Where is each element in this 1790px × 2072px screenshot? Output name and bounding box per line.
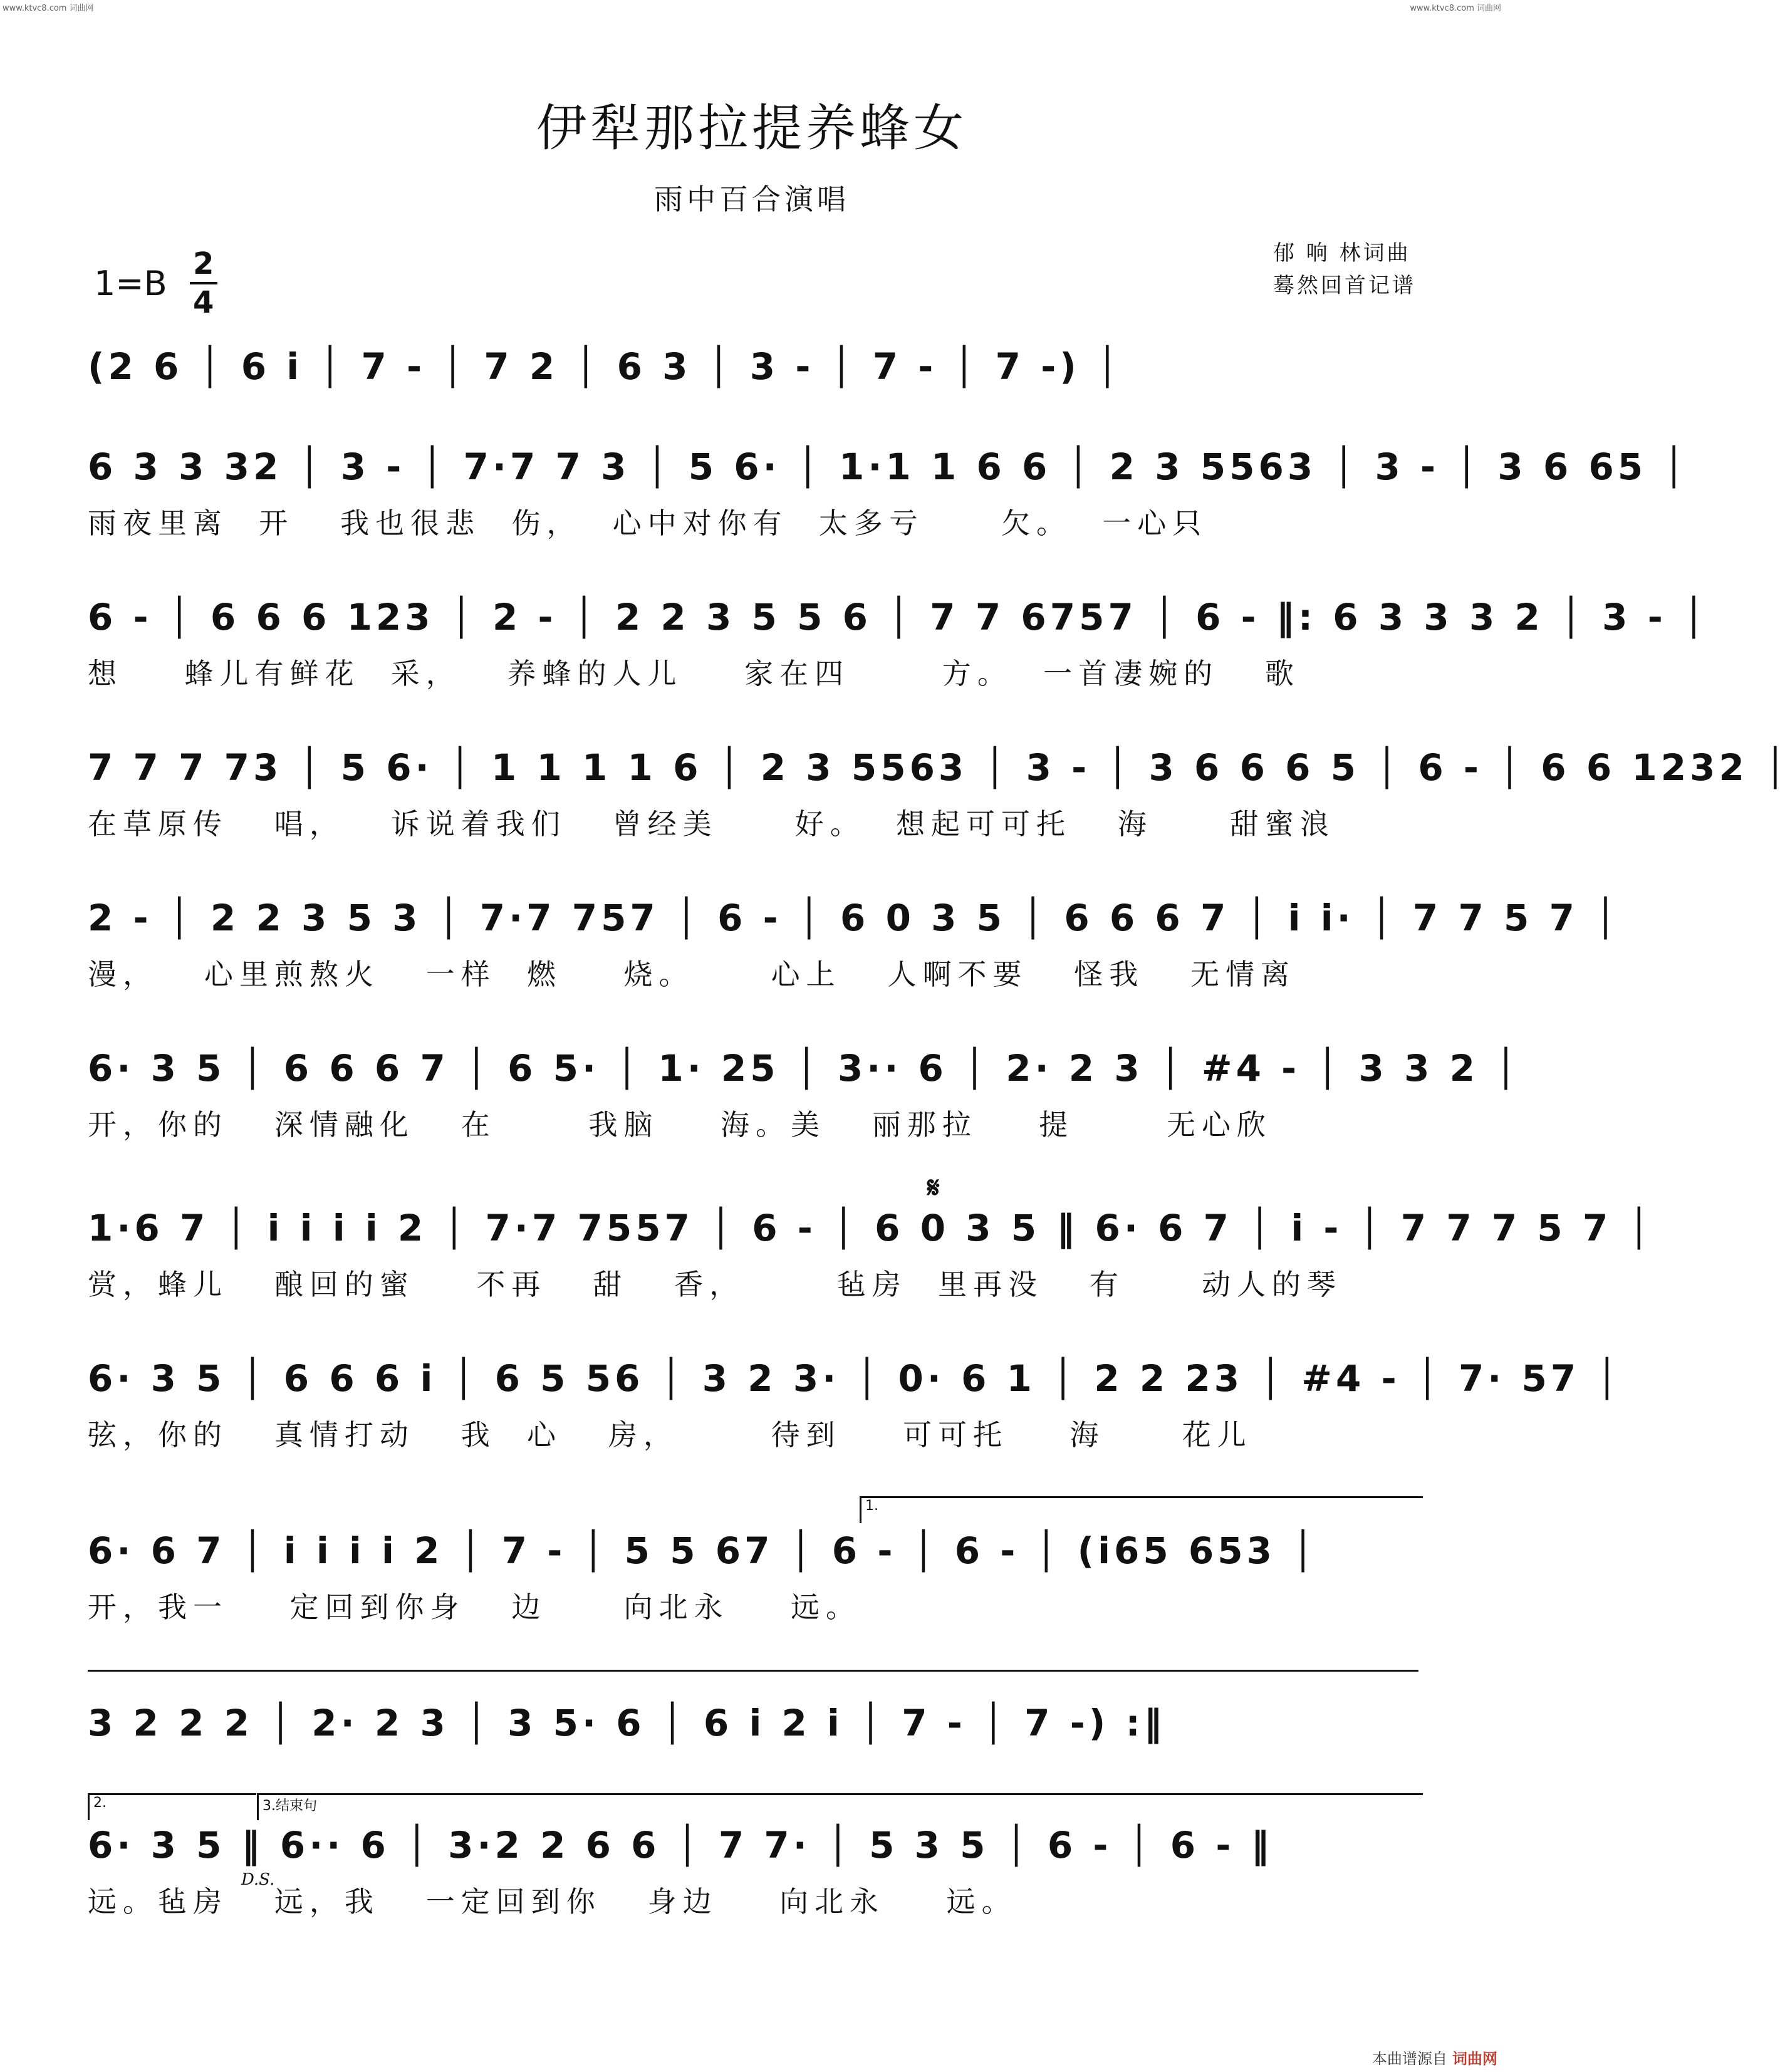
footer-source-text: 本曲谱源自: [1372, 2050, 1447, 2068]
lyrics-line: 开，你的 深情融化 在 我脑 海。美 丽那拉 提 无心欣: [88, 1108, 1272, 1142]
volta-continuation-line: [88, 1670, 1418, 1672]
first-ending-bracket: [860, 1496, 1423, 1523]
watermark-left: www.ktvc8.com 词曲网: [3, 4, 94, 13]
third-ending-bracket: [257, 1793, 1423, 1820]
footer-brand[interactable]: 词曲网: [1452, 2050, 1497, 2068]
notes-line: (2 6 │ 6 i │ 7 - │ 7 2 │ 6 3 │ 3 - │ 7 - │ 7 -) │: [88, 345, 1122, 388]
notes-line: 6· 3 5 │ 6 6 6 7 │ 6 5· │ 1· 25 │ 3·· 6 │ 2· 2 3 │ #4 - │ 3 3 2 │: [88, 1047, 1521, 1090]
third-ending-label: 3.结束句: [263, 1798, 317, 1814]
lyrics-line: 赏，蜂儿 酿回的蜜 不再 甜 香， 毡房 里再没 有 动人的琴: [88, 1268, 1343, 1301]
score-subtitle: 雨中百合演唱: [654, 182, 850, 216]
lyrics-line: 想 蜂儿有鲜花 采， 养蜂的人儿 家在四 方。 一首凄婉的 歌: [88, 657, 1300, 690]
key-label: 1=B: [94, 263, 167, 303]
lyrics-line: 弦，你的 真情打动 我 心 房， 待到 可可托 海 花儿: [88, 1418, 1252, 1452]
lyrics-line: 开，我一 定回到你身 边 向北永 远。: [88, 1590, 861, 1624]
time-denominator: 4: [192, 285, 214, 320]
writer-credit: 郁 响 林词曲: [1273, 241, 1411, 266]
notes-line: 1·6 7 │ i i i i 2 │ 7·7 7557 │ 6 - │ 6 0 3 5 ‖ 6· 6 7 │ i - │ 7 7 7 5 7 │: [88, 1207, 1654, 1249]
footer: [1372, 2046, 1497, 2068]
notes-line: 3 2 2 2 │ 2· 2 3 │ 3 5· 6 │ 6 i 2 i │ 7 - │ 7 -) :‖: [88, 1702, 1166, 1744]
notes-line: 6 3 3 32 │ 3 - │ 7·7 7 3 │ 5 6· │ 1·1 1 6 6 │ 2 3 5563 │ 3 - │ 3 6 65 │: [88, 445, 1689, 488]
first-ending-label: 1.: [865, 1498, 878, 1514]
key-signature: [94, 246, 217, 321]
watermark-right: www.ktvc8.com 词曲网: [1410, 4, 1501, 13]
time-signature: [190, 246, 217, 321]
second-ending-label: 2.: [93, 1795, 107, 1811]
notes-line: 6· 3 5 ‖ 6·· 6 │ 3·2 2 6 6 │ 7 7· │ 5 3 5 │ 6 - │ 6 - ‖: [88, 1824, 1273, 1866]
segno-sign: 𝄋: [927, 1170, 940, 1204]
notes-line: 7 7 7 73 │ 5 6· │ 1 1 1 1 6 │ 2 3 5563 │ 3 - │ 3 6 6 6 5 │ 6 - │ 6 6 1232 │: [88, 746, 1790, 789]
notes-line: 6 - │ 6 6 6 123 │ 2 - │ 2 2 3 5 5 6 │ 7 7 6757 │ 6 - ‖: 6 3 3 3 2 │ 3 - │: [88, 596, 1709, 638]
lyrics-line: 漫， 心里煎熬火 一样 燃 烧。 心上 人啊不要 怪我 无情离: [88, 957, 1296, 991]
lyrics-line: 雨夜里离 开 我也很悲 伤， 心中对你有 太多亏 欠。 一心只: [88, 506, 1208, 540]
time-numerator: 2: [192, 246, 214, 281]
notes-line: 6· 3 5 │ 6 6 6 i │ 6 5 56 │ 3 2 3· │ 0· 6 1 │ 2 2 23 │ #4 - │ 7· 57 │: [88, 1357, 1622, 1400]
credits: [1273, 237, 1416, 302]
notes-line: 2 - │ 2 2 3 5 3 │ 7·7 757 │ 6 - │ 6 0 3 5 │ 6 6 6 7 │ i i· │ 7 7 5 7 │: [88, 897, 1621, 939]
ds-mark: D.S.: [241, 1870, 275, 1889]
score-title: 伊犁那拉提养蜂女: [536, 99, 967, 157]
lyrics-line: 远。毡房 远，我 一定回到你 身边 向北永 远。: [88, 1885, 1017, 1918]
notes-line: 6· 6 7 │ i i i i 2 │ 7 - │ 5 5 67 │ 6 - │ 6 - │ (i65 653 │: [88, 1529, 1318, 1572]
lyrics-line: 在草原传 唱， 诉说着我们 曾经美 好。 想起可可托 海 甜蜜浪: [88, 807, 1335, 841]
transcriber-credit: 蓦然回首记谱: [1273, 273, 1416, 298]
second-ending-bracket: [88, 1793, 256, 1820]
